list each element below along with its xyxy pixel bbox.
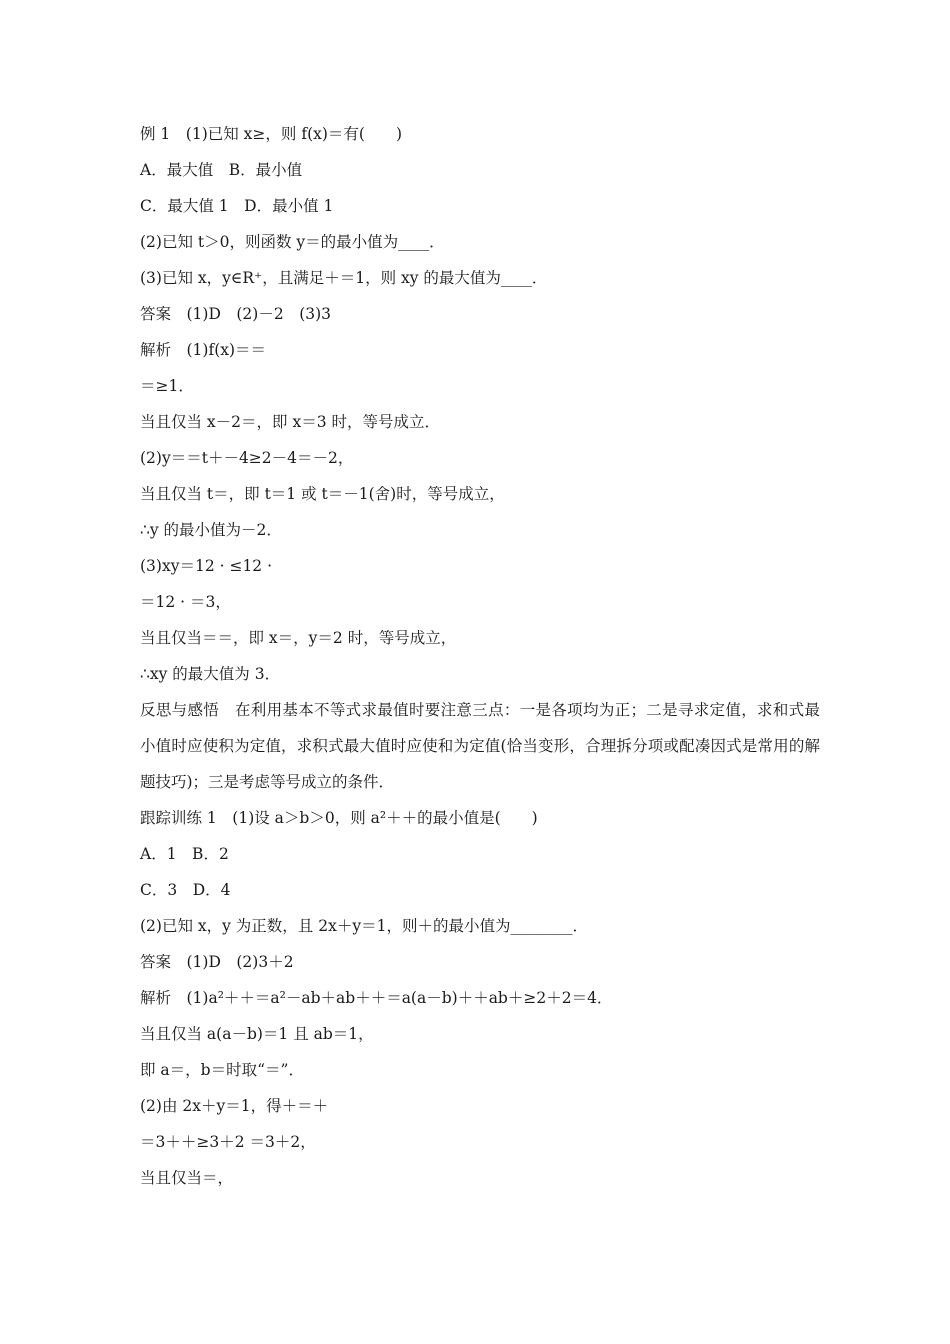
example-1-stem: 例 1 (1)已知 x≥，则 f(x)＝有( ) — [140, 125, 402, 143]
solution-line: (2)y＝＝t＋－4≥2－4＝－2， — [140, 449, 354, 467]
document-content — [140, 124, 820, 1204]
solution-line: 当且仅当 t＝，即 t＝1 或 t＝－1(舍)时，等号成立， — [140, 485, 505, 503]
option-line-ab: A．1 B．2 — [140, 845, 229, 863]
solution-line: (2)由 2x＋y＝1，得＋＝＋ — [140, 1097, 329, 1115]
solution-line: (3)xy＝12 · ≤12 · — [140, 557, 273, 575]
solution-line: ＝3＋＋≥3＋2 ＝3＋2， — [140, 1133, 316, 1151]
reflection-paragraph: 反思与感悟 在利用基本不等式求最值时要注意三点：一是各项均为正；二是寻求定值，求和式最小值时应使积为定值，求积式最大值时应使和为定值(恰当变形，合理拆分项或配凑因式是常用的解题技巧)；三是考虑等号成立的条件． — [140, 701, 820, 791]
solution-line: 即 a＝，b＝时取“＝”． — [140, 1061, 304, 1079]
answer-line: 答案 (1)D (2)3＋2 — [140, 953, 294, 971]
option-line-cd: C．3 D．4 — [140, 881, 231, 899]
question-2: (2)已知 x，y 为正数，且 2x＋y＝1，则＋的最小值为________． — [140, 917, 588, 935]
solution-line: 当且仅当＝＝，即 x＝，y＝2 时，等号成立， — [140, 629, 457, 647]
solution-line: 当且仅当 x－2＝，即 x＝3 时，等号成立． — [140, 413, 440, 431]
solution-line: 当且仅当 a(a－b)＝1 且 ab＝1， — [140, 1025, 374, 1043]
solution-line: ∴xy 的最大值为 3． — [140, 665, 281, 683]
option-line-cd: C．最大值 1 D．最小值 1 — [140, 197, 334, 215]
solution-line: 解析 (1)f(x)＝＝ — [140, 341, 267, 359]
solution-line: ＝≥1． — [140, 377, 194, 395]
solution-line: ＝12 · ＝3， — [140, 593, 231, 611]
answer-line: 答案 (1)D (2)－2 (3)3 — [140, 305, 332, 323]
question-2: (2)已知 t＞0，则函数 y＝的最小值为____． — [140, 233, 445, 251]
solution-line: 解析 (1)a²＋＋＝a²－ab＋ab＋＋＝a(a－b)＋＋ab＋≥2＋2＝4． — [140, 989, 613, 1007]
training-1-stem: 跟踪训练 1 (1)设 a＞b＞0，则 a²＋＋的最小值是( ) — [140, 809, 538, 827]
question-3: (3)已知 x，y∈R⁺，且满足＋＝1，则 xy 的最大值为____． — [140, 269, 548, 287]
solution-line: ∴y 的最小值为－2． — [140, 521, 282, 539]
solution-line: 当且仅当＝， — [140, 1169, 234, 1187]
option-line-ab: A．最大值 B．最小值 — [140, 161, 303, 179]
